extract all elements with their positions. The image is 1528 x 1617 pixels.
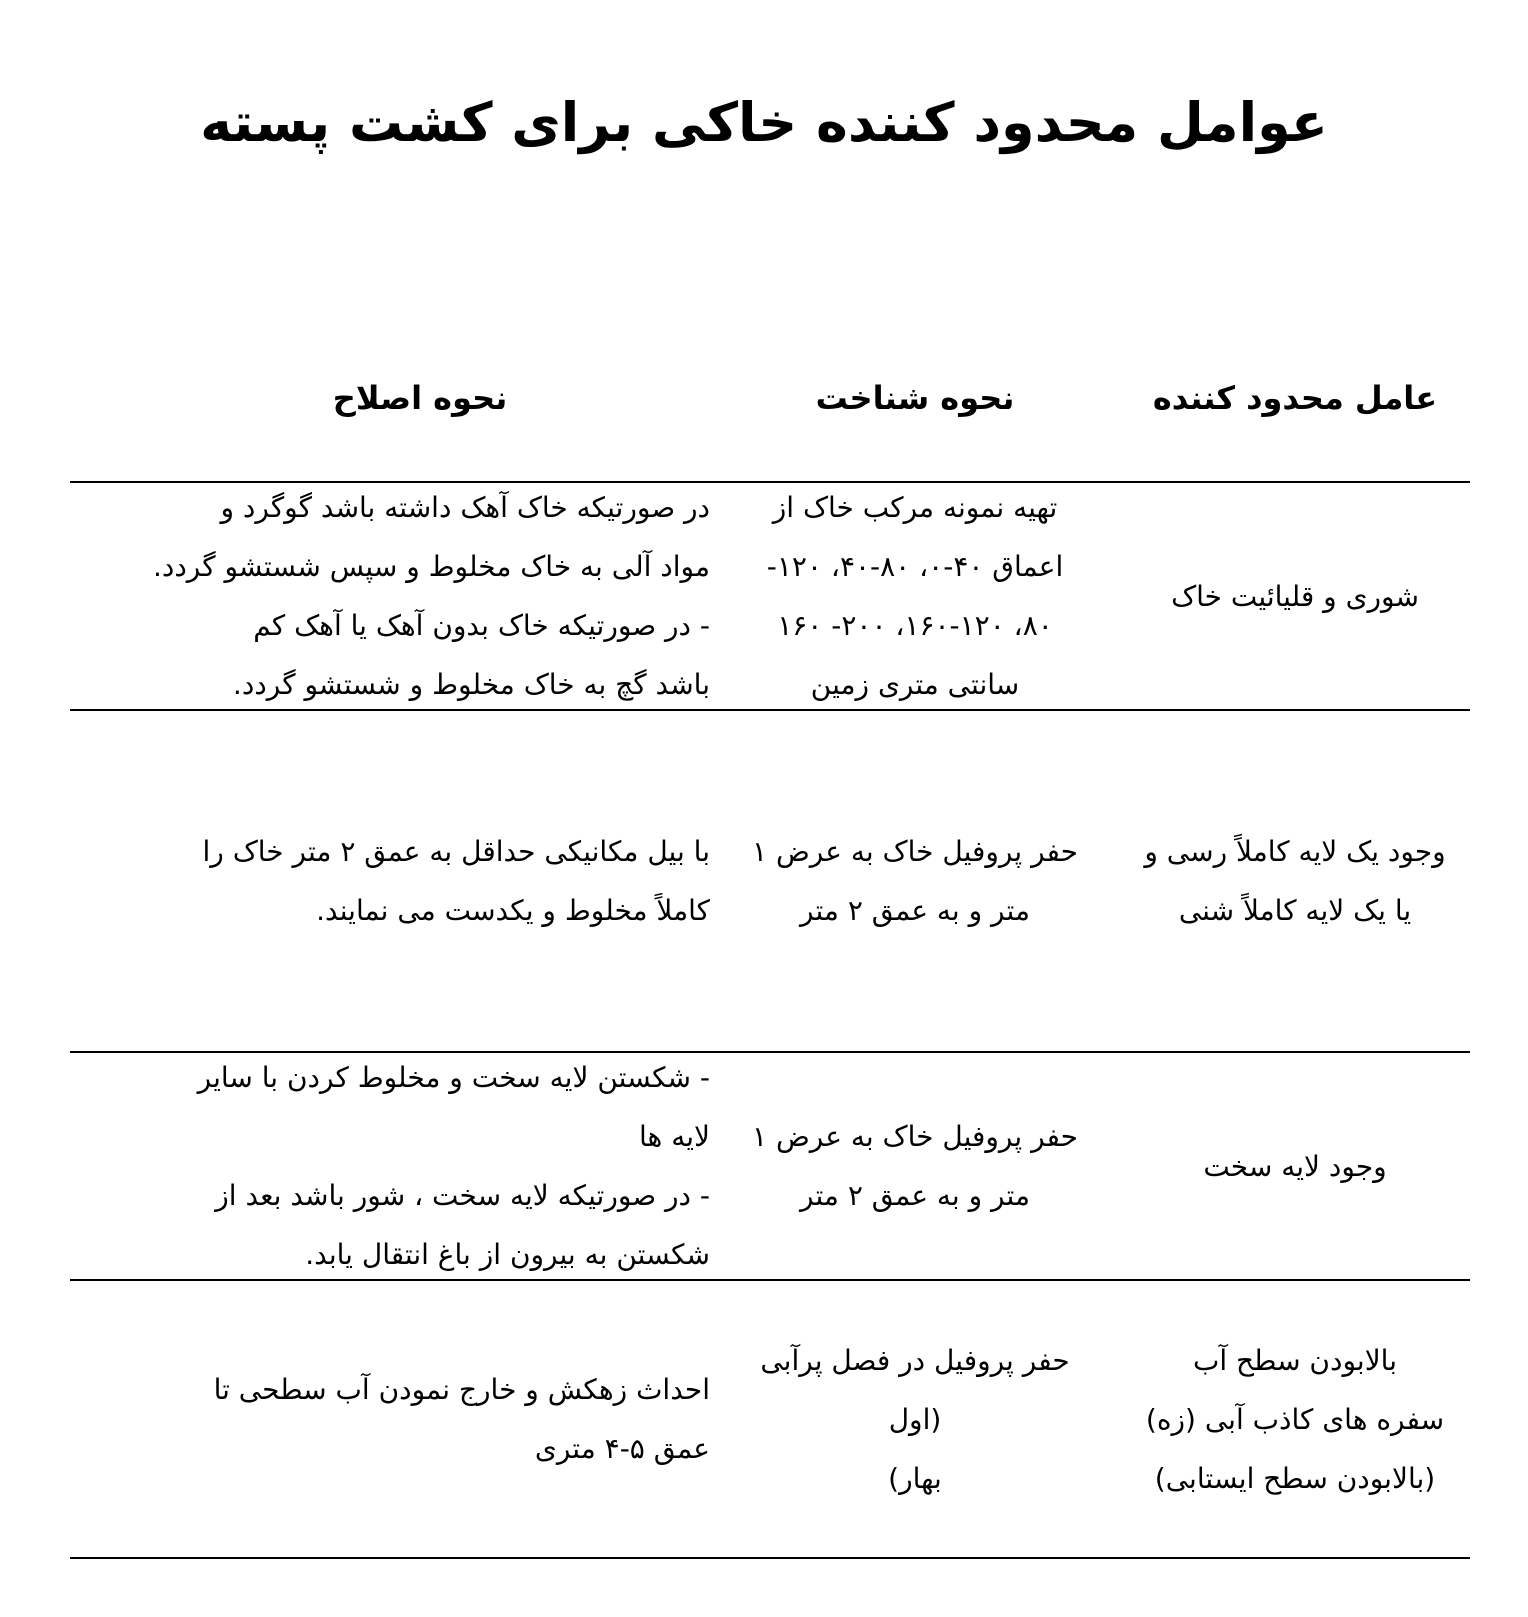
factor-cell: [1120, 483, 1470, 709]
page-title: عوامل محدود کننده خاکی برای کشت پسته: [200, 91, 1328, 154]
table-row: [70, 1051, 1470, 1279]
table-header-row: [70, 355, 1470, 481]
correction-text: در صورتیکه خاک آهک داشته باشد گوگرد و مواد آلی به خاک مخلوط و سپس شستشو گردد. - در صورتیکه خاک بدون آهک یا آهک کم باشد گچ به خاک مخلوط و شستشو گردد.: [152, 491, 710, 701]
factor-cell: [1120, 1281, 1470, 1557]
correction-text: احداث زهکش و خارج نمودن آب سطحی تا عمق ۵-۴ متری: [213, 1373, 710, 1465]
detection-cell: [730, 1053, 1100, 1279]
factor-cell: [1120, 1053, 1470, 1279]
table-row: [70, 709, 1470, 1051]
factor-text: شوری و قلیائیت خاک: [1171, 579, 1419, 613]
correction-cell: [130, 711, 710, 1051]
factor-text: وجود یک لایه کاملاً رسی و یا یک لایه کاملاً شنی: [1144, 835, 1446, 927]
correction-cell: [130, 483, 710, 709]
factor-text: وجود لایه سخت: [1203, 1149, 1387, 1183]
factor-cell: [1120, 711, 1470, 1051]
detection-text: تهیه نمونه مرکب خاک از اعماق ۴۰-۰، ۸۰-۴۰، ۱۲۰- ۸۰، ۱۶۰-۱۲۰، ۲۰۰- ۱۶۰ سانتی متری زمین: [766, 491, 1064, 701]
table-row: [70, 1279, 1470, 1559]
correction-cell: [130, 1053, 710, 1279]
table-row: [70, 481, 1470, 709]
soil-limiting-factors-table: [70, 355, 1470, 1559]
detection-cell: [730, 483, 1100, 709]
header-limiting-factor: عامل محدود کننده: [1152, 379, 1438, 417]
header-detection-method: نحوه شناخت: [815, 379, 1015, 417]
correction-text: با بیل مکانیکی حداقل به عمق ۲ متر خاک را کاملاً مخلوط و یکدست می نمایند.: [202, 835, 710, 927]
factor-text: بالابودن سطح آب سفره های کاذب آبی (زه) (بالابودن سطح ایستابی): [1145, 1343, 1445, 1495]
detection-text: حفر پروفیل خاک به عرض ۱ متر و به عمق ۲ متر: [752, 835, 1078, 927]
correction-text: - شکستن لایه سخت و مخلوط کردن با سایر لایه ها - در صورتیکه لایه سخت ، شور باشد بعد از شکستن به بیرون از باغ انتقال یابد.: [197, 1061, 710, 1271]
detection-cell: [730, 1281, 1100, 1557]
detection-text: حفر پروفیل خاک به عرض ۱ متر و به عمق ۲ متر: [752, 1120, 1078, 1212]
correction-cell: [130, 1281, 710, 1557]
detection-text: حفر پروفیل در فصل پرآبی (اول بهار): [760, 1343, 1070, 1495]
header-correction-method: نحوه اصلاح: [332, 379, 508, 417]
detection-cell: [730, 711, 1100, 1051]
